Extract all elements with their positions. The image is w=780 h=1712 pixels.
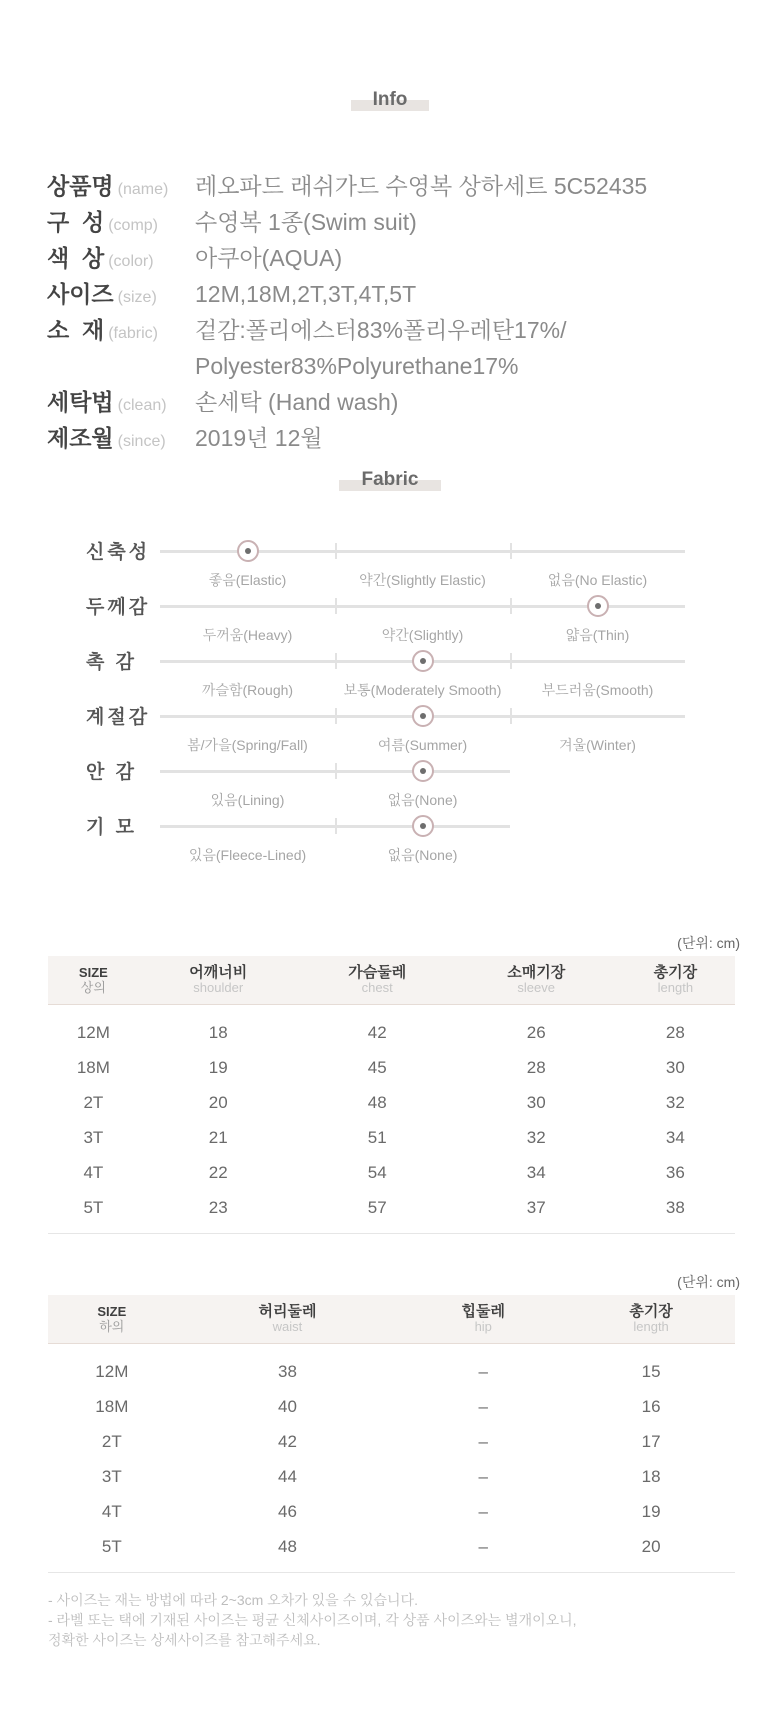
fabric-scale-tick [335,653,337,669]
fabric-selected-marker [237,540,259,562]
table-cell: 30 [665,1057,685,1077]
info-label-eng: (comp) [108,217,158,234]
table-cell: 32 [526,1127,546,1147]
table-cell: 20 [567,1529,735,1573]
info-label-eng: (size) [117,289,157,306]
header-ko: SIZE [97,1304,127,1319]
info-row [47,204,767,240]
table-cell: 42 [367,1022,387,1042]
table-cell: 26 [526,1022,546,1042]
table-row [48,1190,735,1234]
table-cell: 2T [83,1092,104,1112]
info-row [47,384,767,420]
header-en: 상의 [80,980,106,995]
fabric-option-label: 있음(Lining) [210,792,285,808]
table-row [48,1529,735,1573]
table-header-cell [457,956,616,1005]
table-row [48,1050,735,1085]
fabric-option-label: 있음(Fleece-Lined) [188,847,307,863]
table-cell: 4T [101,1501,122,1521]
fabric-option-label: 봄/가을(Spring/Fall) [187,737,308,753]
table-cell: 17 [641,1431,661,1451]
fabric-scale-tick [335,708,337,724]
table-cell: 46 [278,1501,297,1521]
table-cell: 15 [641,1361,661,1381]
table-cell: 18M [95,1396,129,1416]
fabric-selected-marker [412,815,434,837]
table-header-cell [399,1295,567,1344]
fabric-scale-tick [510,708,512,724]
table-header-cell [139,956,298,1005]
table-cell: 22 [208,1162,228,1182]
fabric-scale-tick [335,763,337,779]
info-label-ko: 사이즈 [47,281,114,307]
header-ko: SIZE [78,965,108,980]
table-cell: 54 [367,1162,387,1182]
table-cell: 5T [48,1529,176,1573]
table-row [48,1005,735,1051]
table-cell: 34 [665,1127,685,1147]
info-label [47,240,154,280]
fabric-scale-tick [510,653,512,669]
info-label [47,204,158,244]
table-row [48,1155,735,1190]
info-value: 2019년 12월 [195,425,323,451]
fabric-scale-tick [510,543,512,559]
fabric-option-label: 좋음(Elastic) [208,572,287,588]
table-row [48,1389,735,1424]
info-label-ko: 구 성 [47,209,105,235]
table-cell: 19 [641,1501,661,1521]
info-label-eng: (fabric) [108,325,158,342]
table-cell: – [478,1396,488,1416]
size-notes [48,1590,748,1650]
header-en: shoulder [193,980,244,995]
info-row [47,312,767,384]
table-row [48,1459,735,1494]
info-label-ko: 상품명 [47,173,114,199]
info-value: 수영복 1종(Swim suit) [195,209,417,235]
fabric-scale-tick [335,598,337,614]
fabric-option-label: 없음(None) [387,847,458,863]
info-label [47,312,158,352]
fabric-scale-tick [335,818,337,834]
table-row [48,1085,735,1120]
fabric-row [0,645,780,705]
fabric-selected-marker [412,760,434,782]
info-label [47,276,157,316]
header-ko: 어깨너비 [189,964,248,981]
info-label [47,168,168,208]
table-header-row [48,956,735,1005]
fabric-scale-tick [335,543,337,559]
info-label-ko: 세탁법 [47,389,114,415]
table-cell: 18M [76,1057,110,1077]
header-en: length [657,980,694,995]
table-cell: 19 [208,1057,228,1077]
table-cell: 51 [367,1127,387,1147]
fabric-option-label: 보통(Moderately Smooth) [343,682,502,698]
top-size-table [48,956,735,1234]
fabric-option-label: 약간(Slightly Elastic) [359,572,486,588]
product-info-list [47,168,767,456]
fabric-row [0,590,780,650]
table-cell: 28 [526,1057,546,1077]
info-title: Info [351,89,430,111]
table-header-cell [48,1295,176,1344]
info-row [47,420,767,456]
header-ko: 총기장 [653,964,698,981]
table-cell: 16 [641,1396,661,1416]
fabric-row [0,755,780,815]
table-header-row [48,1295,735,1344]
table-cell: 30 [526,1092,546,1112]
fabric-row [0,810,780,870]
table-cell: 38 [278,1361,297,1381]
note-line: - 사이즈는 재는 방법에 따라 2~3cm 오차가 있을 수 있습니다. [48,1592,418,1608]
header-ko: 힙둘레 [461,1303,505,1320]
table-cell: 21 [208,1127,228,1147]
header-en: 하의 [99,1319,125,1334]
header-en: sleeve [517,980,555,995]
fabric-selected-marker [587,595,609,617]
info-label-eng: (name) [117,181,169,198]
fabric-option-label: 두꺼움(Heavy) [202,627,293,643]
header-en: length [633,1319,669,1334]
table-cell: 23 [139,1190,298,1234]
fabric-option-label: 없음(None) [387,792,458,808]
table-cell: 5T [48,1190,139,1234]
info-label-eng: (clean) [117,397,167,414]
fabric-option-label: 부드러움(Smooth) [541,682,654,698]
info-value: 손세탁 (Hand wash) [195,389,399,415]
header-ko: 총기장 [629,1303,673,1320]
table-cell: – [478,1466,488,1486]
info-value: 아쿠아(AQUA) [195,245,343,271]
fabric-title: Fabric [339,469,440,491]
info-label-ko: 제조월 [47,425,114,451]
table-header-cell [616,956,735,1005]
header-en: chest [361,980,393,995]
fabric-label: 계절감 [86,707,151,728]
table-cell: 42 [278,1431,297,1451]
fabric-scale-tick [510,598,512,614]
table-row [48,1424,735,1459]
table-header-cell [48,956,139,1005]
info-value: 겉감:폴리에스터83%폴리우레탄17%/ Polyester83%Polyurethane17% [195,317,567,379]
fabric-option-label: 겨울(Winter) [559,737,636,753]
table-row [48,1494,735,1529]
table-cell: – [478,1431,488,1451]
info-value: 12M,18M,2T,3T,4T,5T [195,281,417,307]
info-row [47,276,767,312]
table-cell: 48 [367,1092,387,1112]
fabric-row [0,535,780,595]
table-cell: 37 [457,1190,616,1234]
header-en: waist [272,1319,303,1334]
info-label [47,420,166,460]
table-header-cell [567,1295,735,1344]
table-cell: 44 [278,1466,297,1486]
header-ko: 허리둘레 [258,1303,317,1320]
fabric-option-label: 없음(No Elastic) [547,572,648,588]
info-label-ko: 색 상 [47,245,105,271]
note-line: - 라벨 또는 택에 기재된 사이즈는 평균 신체사이즈이며, 각 상품 사이즈와는 별개이오니, 정확한 사이즈는 상세사이즈를 참고해주세요. [48,1612,577,1648]
info-label-eng: (since) [117,433,166,450]
table-cell: 18 [208,1022,228,1042]
table-row [48,1120,735,1155]
table-cell: 40 [278,1396,297,1416]
header-ko: 소매기장 [507,964,566,981]
table-cell: 3T [83,1127,104,1147]
bottom-table-unit: (단위: cm) [677,1274,740,1290]
table-row [48,1344,735,1390]
table-cell: 48 [176,1529,400,1573]
info-section-title [0,89,780,111]
info-row [47,168,767,204]
info-value: 레오파드 래쉬가드 수영복 상하세트 5C52435 [195,173,648,199]
table-cell: 34 [526,1162,546,1182]
fabric-row [0,700,780,760]
bottom-size-table [48,1295,735,1573]
table-header-cell [298,956,457,1005]
header-ko: 가슴둘레 [348,964,407,981]
fabric-option-label: 까슬함(Rough) [201,682,294,698]
table-cell: 12M [76,1022,110,1042]
table-cell: 28 [665,1022,685,1042]
table-cell: 36 [665,1162,685,1182]
fabric-option-label: 여름(Summer) [377,737,468,753]
fabric-label: 기 모 [86,817,137,838]
fabric-label: 안 감 [86,762,137,783]
table-header-cell [176,1295,400,1344]
fabric-label: 신축성 [86,542,151,563]
table-cell: 3T [101,1466,122,1486]
header-en: hip [474,1319,492,1334]
table-cell: 18 [641,1466,661,1486]
table-cell: 57 [298,1190,457,1234]
table-cell: – [478,1361,488,1381]
info-label-eng: (color) [108,253,154,270]
table-cell: 4T [83,1162,104,1182]
table-cell: – [399,1529,567,1573]
table-cell: – [478,1501,488,1521]
table-cell: 45 [367,1057,387,1077]
info-label [47,384,167,424]
fabric-label: 촉 감 [86,652,137,673]
fabric-section-title [0,469,780,491]
table-cell: 2T [101,1431,122,1451]
table-cell: 20 [208,1092,228,1112]
fabric-selected-marker [412,650,434,672]
fabric-option-label: 얇음(Thin) [565,627,630,643]
fabric-selected-marker [412,705,434,727]
table-cell: 32 [665,1092,685,1112]
table-cell: 38 [616,1190,735,1234]
info-row [47,240,767,276]
top-table-unit: (단위: cm) [677,935,740,951]
fabric-option-label: 약간(Slightly) [381,627,464,643]
info-label-ko: 소 재 [47,317,105,343]
fabric-label: 두께감 [86,597,151,618]
table-cell: 12M [95,1361,129,1381]
